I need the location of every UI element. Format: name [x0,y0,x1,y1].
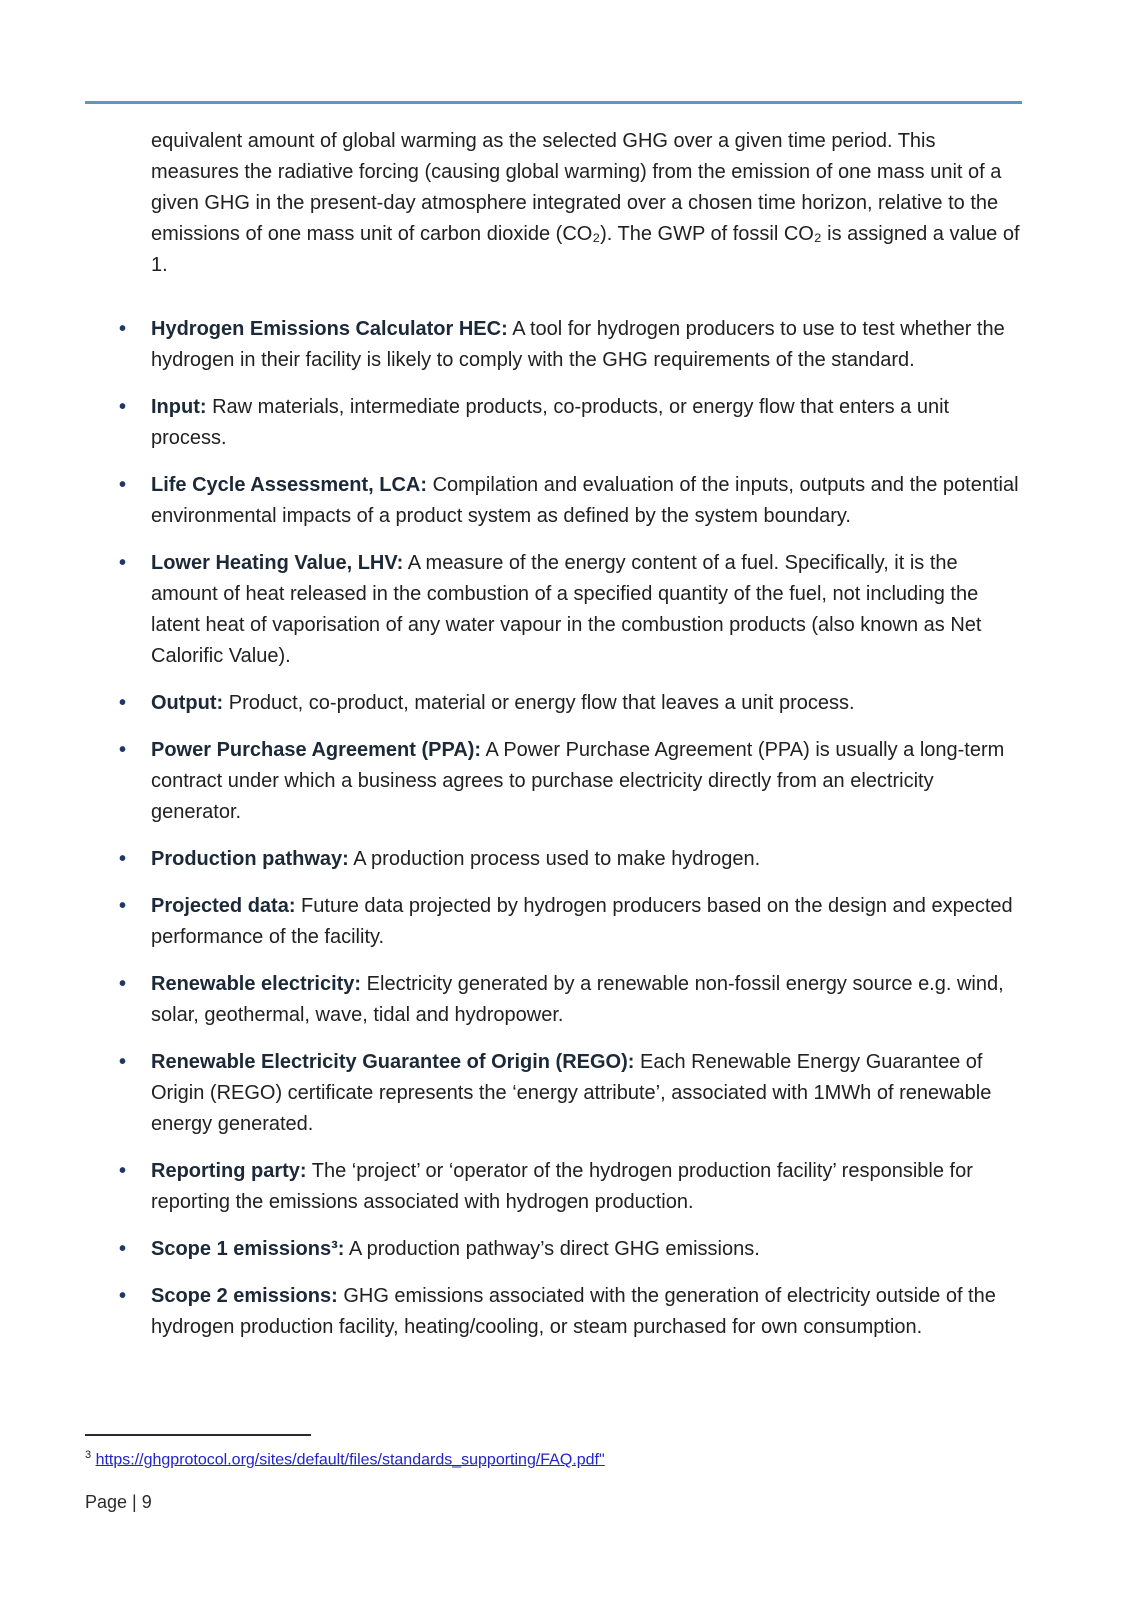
glossary-item [151,735,1021,828]
glossary-definition: GHG emissions associated with the generation of electricity outside of the hydrogen production facility, heating/cooling, or steam purchased for own consumption. [151,1285,996,1338]
intro-paragraph: equivalent amount of global warming as the selected GHG over a given time period. This measures the radiative forcing (causing global warming) from the emission of one mass unit of a given GHG in the present-day atmosphere integrated over a chosen time horizon, relative to the emissions of one mass unit of carbon dioxide (CO₂). The GWP of fossil CO₂ is assigned a value of 1. [151,130,1020,276]
glossary-term: Life Cycle Assessment, LCA: [151,474,428,496]
header-rule [85,101,1022,104]
footnote-separator [85,1434,311,1436]
glossary-term: Reporting party: [151,1160,307,1182]
glossary-item [151,969,1021,1031]
glossary-definition: A Power Purchase Agreement (PPA) is usually a long-term contract under which a business agrees to purchase electricity directly from an electricity generator. [151,739,1005,823]
glossary-term: Renewable Electricity Guarantee of Origin (REGO): [151,1051,635,1073]
glossary-definition: Each Renewable Energy Guarantee of Origin (REGO) certificate represents the ‘energy attribute’, associated with 1MWh of renewable energy generated. [151,1051,992,1135]
page-content [151,126,1021,1359]
glossary-item [151,891,1021,953]
glossary-term: Scope 1 emissions³: [151,1238,345,1260]
page-number: Page | 9 [85,1492,152,1512]
footnote [85,1444,1015,1471]
glossary-definition: Electricity generated by a renewable non-fossil energy source e.g. wind, solar, geothermal, wave, tidal and hydropower. [151,973,1004,1026]
glossary-term: Power Purchase Agreement (PPA): [151,739,482,761]
glossary-term: Output: [151,692,224,714]
glossary-definition: Future data projected by hydrogen producers based on the design and expected performance of the facility. [151,895,1013,948]
glossary-term: Input: [151,396,207,418]
glossary-item [151,314,1021,376]
glossary-item [151,548,1021,672]
glossary-term: Lower Heating Value, LHV: [151,552,404,574]
glossary-term: Hydrogen Emissions Calculator HEC: [151,318,508,340]
glossary-item [151,392,1021,454]
glossary-item [151,1156,1021,1218]
glossary-item [151,1234,1021,1265]
glossary-list [151,314,1021,1343]
glossary-definition: A tool for hydrogen producers to use to test whether the hydrogen in their facility is likely to comply with the GHG requirements of the standard. [151,318,1005,371]
glossary-item [151,470,1021,532]
glossary-term: Scope 2 emissions: [151,1285,338,1307]
glossary-term: Production pathway: [151,848,349,870]
glossary-item [151,1281,1021,1343]
glossary-term: Projected data: [151,895,296,917]
glossary-item [151,844,1021,875]
glossary-item [151,1047,1021,1140]
footnote-link[interactable]: https://ghgprotocol.org/sites/default/files/standards_supporting/FAQ.pdf" [95,1451,605,1469]
glossary-definition: Product, co-product, material or energy flow that leaves a unit process. [228,692,855,714]
glossary-definition: A measure of the energy content of a fuel. Specifically, it is the amount of heat released in the combustion of a specified quantity of the fuel, not including the latent heat of vaporisation of any water vapour in the combustion products (also known as Net Calorific Value). [151,552,982,667]
footnote-marker: 3 [85,1449,92,1461]
glossary-item [151,688,1021,719]
glossary-term: Renewable electricity: [151,973,362,995]
glossary-definition: Raw materials, intermediate products, co-products, or energy flow that enters a unit process. [151,396,950,449]
glossary-definition: Compilation and evaluation of the inputs, outputs and the potential environmental impacts of a product system as defined by the system boundary. [151,474,1019,527]
glossary-definition: A production process used to make hydrogen. [353,848,761,870]
glossary-definition: The ‘project’ or ‘operator of the hydrogen production facility’ responsible for reporting the emissions associated with hydrogen production. [151,1160,973,1213]
glossary-definition: A production pathway’s direct GHG emissions. [348,1238,760,1260]
